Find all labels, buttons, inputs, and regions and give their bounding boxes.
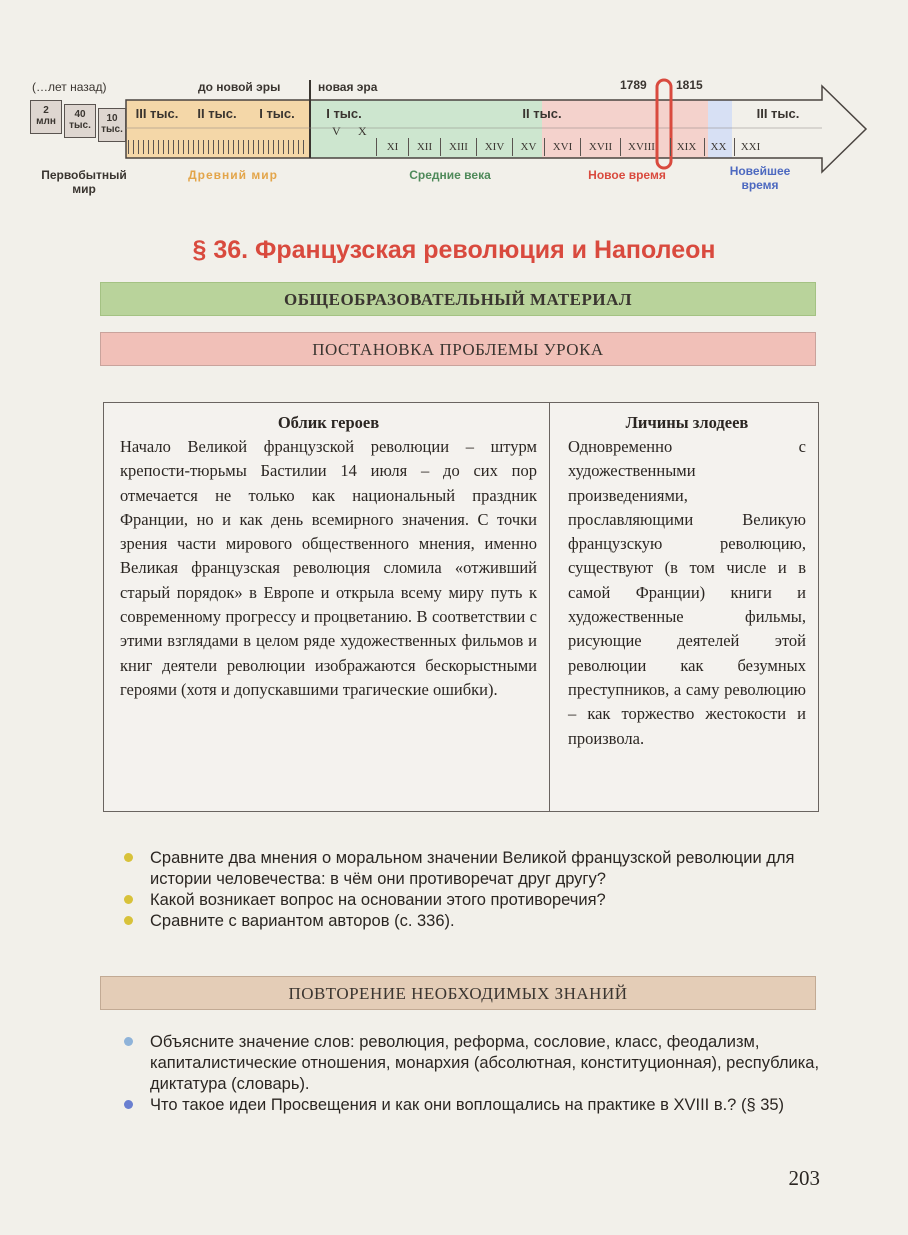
- millennium-iii-ad: III тыс.: [756, 106, 800, 121]
- millennium-i-bc: I тыс.: [259, 106, 295, 121]
- bullet-icon: [124, 895, 133, 904]
- century-xxi: XXI: [734, 138, 766, 156]
- ago-box-unit: млн: [36, 116, 56, 127]
- history-timeline: [0, 0, 908, 210]
- ago-box-2mln: [30, 100, 62, 134]
- ad-label: новая эра: [318, 80, 378, 94]
- century-xvi: XVI: [544, 138, 580, 156]
- villains-text: Одновременно с художественными произведениями, прославляющими Великую французскую революцию, существуют (в том числе и в самой Франции) книги и художественные фильмы, рисующие деятелей этой революции как безумных преступников, а саму революцию – как торжество жестокости и произвола.: [568, 437, 806, 748]
- repeat-text: Объясните значение слов: революция, реформа, сословие, класс, феодализм, капиталистические отношения, монархия (абсолютная, конституционная), республика, диктатура (словарь).: [150, 1033, 820, 1093]
- list-item: [120, 848, 820, 890]
- century-xx: XX: [704, 138, 732, 156]
- section-title: § 36. Французская революция и Наполеон: [192, 236, 716, 264]
- century-xiii: XIII: [440, 138, 476, 156]
- repeat-list: [120, 1032, 820, 1116]
- era-newest: Новейшее время: [729, 164, 791, 192]
- repeat-text: Что такое идеи Просвещения и как они воплощались на практике в XVIII в.? (§ 35): [150, 1096, 785, 1114]
- century-xix: XIX: [670, 138, 702, 156]
- question-text: Сравните два мнения о моральном значении Великой французской революции для истории человечества: в чём они противоречат друг другу?: [150, 849, 795, 888]
- heroes-title: Облик героев: [277, 413, 380, 432]
- era-ancient: Древний мир: [188, 168, 278, 182]
- question-text: Сравните с вариантом авторов (с. 336).: [150, 912, 455, 930]
- bc-ticks: [128, 140, 308, 154]
- general-material-band: ОБЩЕОБРАЗОВАТЕЛЬНЫЙ МАТЕРИАЛ: [100, 282, 816, 316]
- ago-box-value: 10: [106, 113, 118, 124]
- bc-label: до новой эры: [198, 80, 281, 94]
- years-ago-label: (…лет назад): [32, 80, 107, 94]
- ago-box-10k: [98, 108, 126, 142]
- question-text: Какой возникает вопрос на основании этого противоречия?: [150, 891, 606, 909]
- era-primitive: Первобытный мир: [41, 168, 127, 196]
- ago-box-unit: тыс.: [69, 120, 91, 131]
- century-xviii: XVIII: [620, 138, 662, 156]
- century-v: V: [332, 124, 341, 138]
- bullet-icon: [124, 1037, 133, 1046]
- villains-title: Личины злодеев: [625, 413, 749, 432]
- century-xvii: XVII: [580, 138, 620, 156]
- bullet-icon: [124, 853, 133, 862]
- repeat-knowledge-band: ПОВТОРЕНИЕ НЕОБХОДИМЫХ ЗНАНИЙ: [100, 976, 816, 1010]
- century-xv: XV: [512, 138, 544, 156]
- bullet-icon: [124, 916, 133, 925]
- ago-box-value: 2: [43, 105, 49, 116]
- page-number: 203: [788, 1166, 820, 1190]
- list-item: [120, 911, 820, 932]
- century-xi: XI: [376, 138, 408, 156]
- problem-statement-band: ПОСТАНОВКА ПРОБЛЕМЫ УРОКА: [100, 332, 816, 366]
- era-middle-ages: Средние века: [409, 168, 491, 182]
- opinions-box: [103, 402, 819, 812]
- century-xiv: XIV: [476, 138, 512, 156]
- century-x: X: [358, 124, 367, 138]
- bullet-icon: [124, 1100, 133, 1109]
- ago-box-unit: тыс.: [101, 124, 123, 135]
- year-1815: 1815: [676, 78, 703, 92]
- villains-column: [550, 403, 818, 811]
- century-xii: XII: [408, 138, 440, 156]
- list-item: [120, 1095, 820, 1116]
- questions-list: [120, 848, 820, 932]
- year-1789: 1789: [620, 78, 647, 92]
- ago-box-value: 40: [74, 109, 86, 120]
- heroes-column: [104, 403, 550, 811]
- heroes-text: Начало Великой французской революции – штурм крепости-тюрьмы Бастилии 14 июля – до сих пор отмечается не только как национальный праздник Франции, но и как день всемирного значения. С точки зрения части мирового общественного мнения, именно Великая французская революция сломила «отживший старый порядок» в Европе и открыла всему миру путь к современному прогрессу и процветанию. В соответствии с этими взглядами в целом ряде художественных фильмов и книг деятели революции изображаются бескорыстными героями (хотя и допускавшими трагические ошибки).: [120, 437, 537, 699]
- millennium-i-ad: I тыс.: [326, 106, 362, 121]
- era-modern: Новое время: [588, 168, 666, 182]
- list-item: [120, 1032, 820, 1095]
- list-item: [120, 890, 820, 911]
- millennium-ii-bc: II тыс.: [197, 106, 237, 121]
- millennium-ii-ad: II тыс.: [522, 106, 562, 121]
- ago-box-40k: [64, 104, 96, 138]
- millennium-iii-bc: III тыс.: [135, 106, 179, 121]
